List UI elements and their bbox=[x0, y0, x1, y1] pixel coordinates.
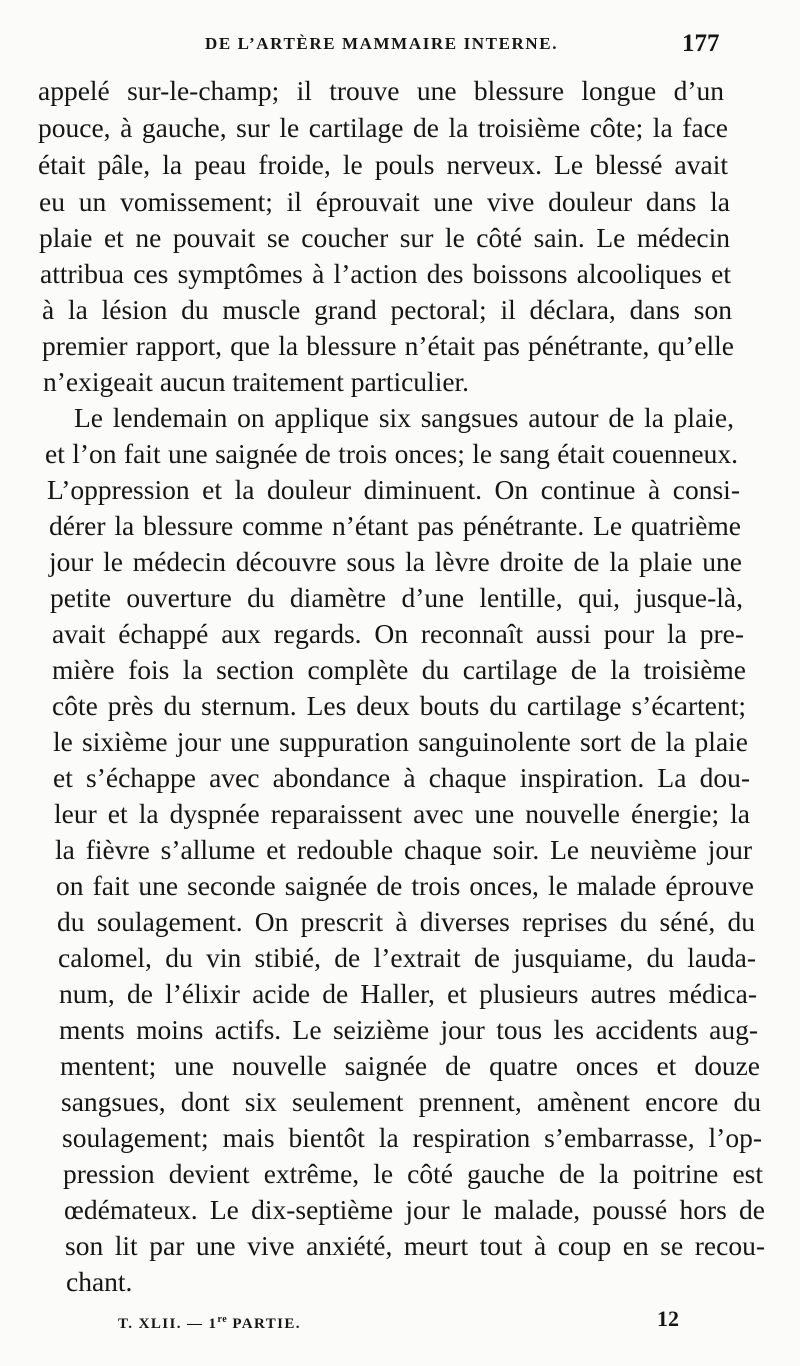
volume-prefix: T. XLII. — 1 bbox=[118, 1316, 218, 1332]
volume-ordinal: re bbox=[217, 1314, 228, 1325]
text-line: on fait une seconde saignée de trois onces, le malade éprouve bbox=[56, 870, 754, 901]
text-line: mière fois la section complète du cartilage de la troisième bbox=[52, 654, 746, 685]
volume-suffix: PARTIE. bbox=[227, 1316, 301, 1332]
text-line: son lit par une vive anxiété, meurt tout à coup en se recou- bbox=[65, 1230, 765, 1261]
text-line: Le lendemain on applique six sangsues autour de la plaie, bbox=[74, 402, 734, 433]
text-line: mentent; une nouvelle saignée de quatre onces et douze bbox=[60, 1050, 760, 1081]
text-line: petite ouverture du diamètre d’une lentille, qui, jusque-là, bbox=[50, 582, 743, 613]
text-line: num, de l’élixir acide de Haller, et plusieurs autres médica- bbox=[59, 978, 757, 1009]
text-line: sangsues, dont six seulement prennent, amènent encore du bbox=[61, 1086, 761, 1117]
text-line: côte près du sternum. Les deux bouts du cartilage s’écartent; bbox=[52, 690, 746, 721]
page-footer bbox=[0, 1300, 800, 1340]
text-line: et s’échappe avec abondance à chaque inspiration. La dou- bbox=[53, 762, 750, 793]
text-line: à la lésion du muscle grand pectoral; il déclara, dans son bbox=[42, 294, 732, 325]
text-line: plaie et ne pouvait se coucher sur le côté sain. Le médecin bbox=[39, 222, 730, 253]
text-line: soulagement; mais bientôt la respiration s’embarrasse, l’op- bbox=[62, 1122, 762, 1153]
page-number: 177 bbox=[682, 30, 720, 57]
page-header bbox=[0, 22, 800, 62]
text-line: œdémateux. Le dix-septième jour le malade, poussé hors de bbox=[64, 1194, 765, 1225]
text-line: eu un vomissement; il éprouvait une vive douleur dans la bbox=[39, 186, 730, 217]
signature-mark: 12 bbox=[657, 1306, 679, 1331]
text-line: L’oppression et la douleur diminuent. On continue à consi- bbox=[47, 474, 740, 505]
volume-signature bbox=[118, 1314, 301, 1333]
text-line: premier rapport, que la blessure n’était pas pénétrante, qu’elle bbox=[42, 330, 734, 361]
text-line: dérer la blessure comme n’étant pas pénétrante. Le quatrième bbox=[49, 510, 741, 541]
text-line: calomel, du vin stibié, de l’extrait de jusquiame, du lauda- bbox=[58, 942, 756, 973]
text-line: attribua ces symptômes à l’action des boissons alcooliques et bbox=[40, 258, 731, 289]
text-line: la fièvre s’allume et redouble chaque soir. Le neuvième jour bbox=[55, 834, 752, 865]
text-line: était pâle, la peau froide, le pouls nerveux. Le blessé avait bbox=[38, 149, 728, 180]
text-line: et l’on fait une saignée de trois onces; le sang était couenneux. bbox=[45, 438, 738, 469]
text-line: du soulagement. On prescrit à diverses reprises du séné, du bbox=[57, 906, 755, 937]
text-line: pression devient extrême, le côté gauche de la poitrine est bbox=[63, 1158, 763, 1189]
text-line: leur et la dyspnée reparaissent avec une nouvelle énergie; la bbox=[54, 798, 750, 829]
text-line: le sixième jour une suppuration sanguinolente sort de la plaie bbox=[53, 726, 748, 757]
running-title: DE L’ARTÈRE MAMMAIRE INTERNE. bbox=[205, 34, 559, 53]
text-line: ments moins actifs. Le seizième jour tous les accidents aug- bbox=[59, 1014, 758, 1045]
text-line: pouce, à gauche, sur le cartilage de la troisième côte; la face bbox=[38, 112, 728, 143]
text-line: avait échappé aux regards. On reconnaît aussi pour la pre- bbox=[52, 618, 744, 649]
text-line: appelé sur-le-champ; il trouve une blessure longue d’un bbox=[38, 75, 724, 106]
text-line: n’exigeait aucun traitement particulier. bbox=[43, 366, 470, 397]
text-line: jour le médecin découvre sous la lèvre droite de la plaie une bbox=[49, 546, 742, 577]
text-line: chant. bbox=[66, 1266, 133, 1297]
